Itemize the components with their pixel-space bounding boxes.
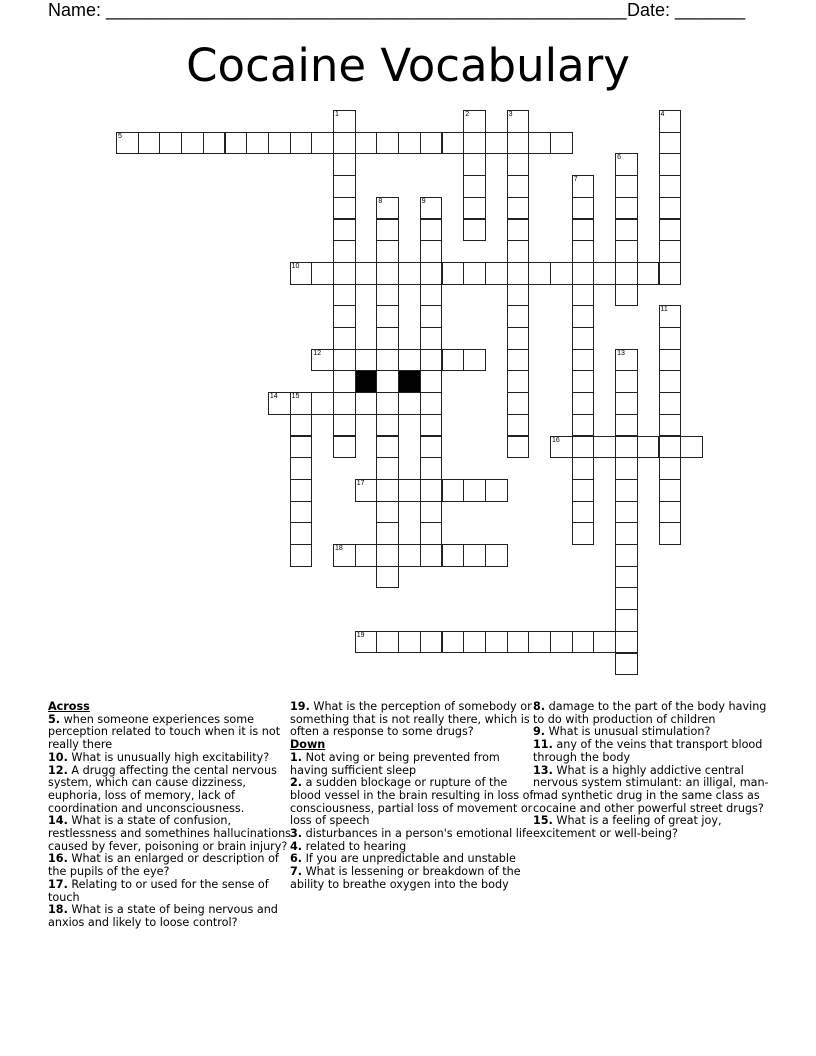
crossword-cell[interactable] <box>463 262 486 285</box>
crossword-cell[interactable] <box>290 522 313 545</box>
crossword-cell[interactable] <box>550 631 573 654</box>
crossword-cell[interactable] <box>659 175 682 198</box>
crossword-cell[interactable] <box>376 522 399 545</box>
crossword-cell[interactable] <box>333 349 356 372</box>
crossword-cell[interactable] <box>333 436 356 459</box>
across-clue <box>48 853 293 878</box>
crossword-cell[interactable] <box>507 284 530 307</box>
crossword-cell[interactable] <box>659 262 682 285</box>
crossword-cell[interactable] <box>615 197 638 220</box>
clues-column-2 <box>290 701 535 892</box>
down-clue <box>533 765 778 816</box>
clue-text: disturbances in a person's emotional life <box>305 827 533 841</box>
across-clue <box>48 815 293 853</box>
crossword-cell[interactable] <box>311 132 334 155</box>
crossword-cell[interactable] <box>507 219 530 242</box>
crossword-cell[interactable] <box>420 327 443 350</box>
cell-number: 10 <box>291 262 300 270</box>
crossword-cell[interactable] <box>572 414 595 437</box>
crossword-cell[interactable] <box>376 219 399 242</box>
crossword-cell[interactable] <box>420 392 443 415</box>
crossword-cell[interactable] <box>376 327 399 350</box>
crossword-cell[interactable] <box>507 262 530 285</box>
crossword-cell[interactable] <box>311 392 334 415</box>
crossword-cell[interactable] <box>420 414 443 437</box>
crossword-cell[interactable] <box>376 414 399 437</box>
clue-number: 1. <box>290 750 303 764</box>
crossword-cell[interactable] <box>290 436 313 459</box>
crossword-cell[interactable] <box>659 305 682 328</box>
crossword-cell[interactable] <box>659 414 682 437</box>
crossword-cell[interactable] <box>615 370 638 393</box>
crossword-cell[interactable] <box>398 349 421 372</box>
crossword-cell[interactable] <box>376 566 399 589</box>
clue-number: 7. <box>290 865 303 879</box>
crossword-cell[interactable] <box>355 631 378 654</box>
crossword-cell[interactable] <box>376 544 399 567</box>
clue-text: related to hearing <box>305 839 407 853</box>
cell-number: 9 <box>421 197 426 205</box>
crossword-cell[interactable] <box>311 262 334 285</box>
crossword-cell[interactable] <box>159 132 182 155</box>
crossword-cell[interactable] <box>528 631 551 654</box>
crossword-cell[interactable] <box>116 132 139 155</box>
crossword-cell[interactable] <box>376 349 399 372</box>
cell-number: 5 <box>118 132 122 140</box>
cell-number: 16 <box>552 436 560 444</box>
across-clue <box>48 714 293 752</box>
black-square <box>355 370 378 393</box>
crossword-cell[interactable] <box>615 414 638 437</box>
crossword-cell[interactable] <box>507 305 530 328</box>
clue-number: 10. <box>48 750 68 764</box>
crossword-cell[interactable] <box>398 479 421 502</box>
crossword-cell[interactable] <box>420 349 443 372</box>
crossword-cell[interactable] <box>376 262 399 285</box>
crossword-cell[interactable] <box>376 370 399 393</box>
crossword-cell[interactable] <box>138 132 161 155</box>
crossword-cell[interactable] <box>442 631 465 654</box>
down-clue <box>533 701 778 726</box>
cell-number: 2 <box>465 111 470 118</box>
crossword-cell[interactable] <box>376 457 399 480</box>
cell-number: 12 <box>313 349 322 357</box>
cell-number: 1 <box>335 111 339 118</box>
clue-number: 14. <box>48 814 68 828</box>
crossword-cell[interactable] <box>507 110 530 133</box>
across-clue <box>290 701 535 739</box>
crossword-cell[interactable] <box>333 414 356 437</box>
across-heading: Across <box>48 700 90 713</box>
crossword-cell[interactable] <box>593 436 616 459</box>
crossword-cell[interactable] <box>376 392 399 415</box>
crossword-cell[interactable] <box>615 566 638 589</box>
crossword-cell[interactable] <box>485 631 508 654</box>
crossword-cell[interactable] <box>659 457 682 480</box>
clues-column-1 <box>48 701 293 930</box>
clue-number: 5. <box>48 712 61 726</box>
clue-number: 2. <box>290 776 303 790</box>
crossword-cell[interactable] <box>290 479 313 502</box>
clue-text: a sudden blockage or rupture of the blood vessel in the brain resulting in loss of consciousness, partial loss of movement or loss of speech <box>290 776 534 828</box>
crossword-cell[interactable] <box>333 327 356 350</box>
across-clue <box>48 904 293 929</box>
clue-text: What is lessening or breakdown of the ability to breathe oxygen into the body <box>290 865 521 891</box>
crossword-cell[interactable] <box>615 262 638 285</box>
crossword-cell[interactable] <box>333 110 356 133</box>
crossword-cell[interactable] <box>507 436 530 459</box>
crossword-cell[interactable] <box>615 436 638 459</box>
crossword-cell[interactable] <box>355 392 378 415</box>
crossword-cell[interactable] <box>333 370 356 393</box>
crossword-cell[interactable] <box>290 132 313 155</box>
crossword-cell[interactable] <box>355 132 378 155</box>
crossword-cell[interactable] <box>376 631 399 654</box>
crossword-cell[interactable] <box>463 175 486 198</box>
crossword-cell[interactable] <box>442 349 465 372</box>
crossword-cell[interactable] <box>376 197 399 220</box>
down-clue <box>290 866 535 891</box>
crossword-cell[interactable] <box>355 349 378 372</box>
crossword-cell[interactable] <box>420 631 443 654</box>
crossword-cell[interactable] <box>203 132 226 155</box>
crossword-cell[interactable] <box>659 110 682 133</box>
crossword-cell[interactable] <box>420 262 443 285</box>
crossword-cell[interactable] <box>376 501 399 524</box>
crossword-cell[interactable] <box>507 132 530 155</box>
crossword-cell[interactable] <box>333 262 356 285</box>
cell-number: 3 <box>508 111 513 118</box>
clue-text: What is a highly addictive central nervous system stimulant: an illigal, man-mad synthetic drug in the same class as cocaine and other powerful street drugs? <box>533 763 769 815</box>
clue-text: What is a state of confusion, restlessness and somethines hallucinations caused by fever, poisoning or brain injury? <box>48 814 292 853</box>
crossword-cell[interactable] <box>376 240 399 263</box>
clue-number: 17. <box>48 877 68 891</box>
clue-number: 9. <box>533 725 546 739</box>
crossword-cell[interactable] <box>550 262 573 285</box>
crossword-cell[interactable] <box>290 501 313 524</box>
crossword-cell[interactable] <box>290 392 313 415</box>
clue-number: 3. <box>290 827 303 841</box>
crossword-cell[interactable] <box>615 544 638 567</box>
crossword-cell[interactable] <box>659 370 682 393</box>
crossword-cell[interactable] <box>420 501 443 524</box>
crossword-cell[interactable] <box>659 392 682 415</box>
crossword-cell[interactable] <box>572 219 595 242</box>
crossword-cell[interactable] <box>463 153 486 176</box>
crossword-cell[interactable] <box>572 240 595 263</box>
clue-number: 11. <box>533 738 553 752</box>
crossword-cell[interactable] <box>615 609 638 632</box>
clue-text: Not aving or being prevented from having sufficient sleep <box>290 750 500 777</box>
crossword-cell[interactable] <box>615 479 638 502</box>
crossword-cell[interactable] <box>355 479 378 502</box>
crossword-cell[interactable] <box>333 219 356 242</box>
crossword-cell[interactable] <box>355 544 378 567</box>
cell-number: 17 <box>356 479 365 487</box>
crossword-cell[interactable] <box>615 457 638 480</box>
crossword-cell[interactable] <box>659 349 682 372</box>
crossword-cell[interactable] <box>311 349 334 372</box>
crossword-cell[interactable] <box>376 436 399 459</box>
crossword-cell[interactable] <box>659 219 682 242</box>
crossword-cell[interactable] <box>398 631 421 654</box>
clue-text: What is unusually high excitability? <box>71 750 270 764</box>
crossword-cell[interactable] <box>507 370 530 393</box>
crossword-cell[interactable] <box>572 479 595 502</box>
crossword-cell[interactable] <box>637 436 660 459</box>
cell-number: 14 <box>269 393 278 401</box>
clue-text: What is a feeling of great joy, excitement or well-being? <box>533 814 722 841</box>
crossword-cell[interactable] <box>572 522 595 545</box>
crossword-cell[interactable] <box>333 153 356 176</box>
clue-number: 18. <box>48 903 68 917</box>
crossword-cell[interactable] <box>442 544 465 567</box>
clue-text: any of the veins that transport blood through the body <box>533 738 763 764</box>
crossword-cell[interactable] <box>572 175 595 198</box>
clues-column-3 <box>533 701 778 841</box>
cell-number: 8 <box>378 197 383 205</box>
crossword-cell[interactable] <box>615 349 638 372</box>
crossword-cell[interactable] <box>572 392 595 415</box>
crossword-cell[interactable] <box>659 327 682 350</box>
cell-number: 7 <box>573 176 578 184</box>
crossword-cell[interactable] <box>333 284 356 307</box>
crossword-cell[interactable] <box>507 414 530 437</box>
crossword-cell[interactable] <box>246 132 269 155</box>
crossword-cell[interactable] <box>420 219 443 242</box>
clue-number: 15. <box>533 814 553 828</box>
crossword-cell[interactable] <box>181 132 204 155</box>
crossword-cell[interactable] <box>572 436 595 459</box>
crossword-cell[interactable] <box>442 132 465 155</box>
crossword-cell[interactable] <box>333 132 356 155</box>
crossword-cell[interactable] <box>463 631 486 654</box>
crossword-cell[interactable] <box>290 457 313 480</box>
crossword-cell[interactable] <box>485 479 508 502</box>
clue-number: 6. <box>290 852 303 866</box>
crossword-cell[interactable] <box>615 501 638 524</box>
down-clue <box>290 752 535 777</box>
crossword-cell[interactable] <box>550 132 573 155</box>
crossword-cell[interactable] <box>333 305 356 328</box>
crossword-cell[interactable] <box>572 305 595 328</box>
cell-number: 13 <box>617 349 625 357</box>
crossword-cell[interactable] <box>615 240 638 263</box>
crossword-cell[interactable] <box>659 153 682 176</box>
crossword-cell[interactable] <box>659 436 682 459</box>
crossword-cell[interactable] <box>420 132 443 155</box>
crossword-cell[interactable] <box>398 544 421 567</box>
crossword-cell[interactable] <box>290 544 313 567</box>
clue-text: What is a state of being nervous and anxios and likely to loose control? <box>48 903 278 929</box>
crossword-cell[interactable] <box>659 240 682 263</box>
crossword-cell[interactable] <box>615 284 638 307</box>
clue-number: 8. <box>533 700 546 713</box>
crossword-cell[interactable] <box>420 544 443 567</box>
crossword-cell[interactable] <box>420 305 443 328</box>
crossword-cell[interactable] <box>507 631 530 654</box>
crossword-cell[interactable] <box>268 392 291 415</box>
crossword-cell[interactable] <box>659 522 682 545</box>
down-clue <box>533 739 778 764</box>
crossword-cell[interactable] <box>572 262 595 285</box>
crossword-cell[interactable] <box>615 587 638 610</box>
crossword-cell[interactable] <box>659 479 682 502</box>
crossword-cell[interactable] <box>680 436 703 459</box>
clue-number: 4. <box>290 839 303 853</box>
clue-text: What is the perception of somebody or something that is not really there, which is often a response to some drugs? <box>290 700 532 739</box>
crossword-cell[interactable] <box>572 501 595 524</box>
crossword-cell[interactable] <box>376 479 399 502</box>
crossword-cell[interactable] <box>507 392 530 415</box>
crossword-cell[interactable] <box>485 262 508 285</box>
crossword-cell[interactable] <box>333 544 356 567</box>
crossword-cell[interactable] <box>420 197 443 220</box>
crossword-cell[interactable] <box>333 197 356 220</box>
crossword-cell[interactable] <box>593 631 616 654</box>
crossword-cell[interactable] <box>333 175 356 198</box>
crossword-cell[interactable] <box>268 132 291 155</box>
clue-text: What is unusual stimulation? <box>548 725 711 739</box>
crossword-cell[interactable] <box>420 284 443 307</box>
crossword-cell[interactable] <box>420 240 443 263</box>
clue-number: 16. <box>48 852 68 866</box>
crossword-cell[interactable] <box>659 197 682 220</box>
across-clue <box>48 879 293 904</box>
crossword-cell[interactable] <box>463 219 486 242</box>
clue-text: What is an enlarged or description of the pupils of the eye? <box>48 852 279 879</box>
crossword-cell[interactable] <box>463 479 486 502</box>
crossword-cell[interactable] <box>398 392 421 415</box>
crossword-cell[interactable] <box>507 327 530 350</box>
crossword-cell[interactable] <box>572 197 595 220</box>
crossword-cell[interactable] <box>507 349 530 372</box>
cell-number: 11 <box>660 306 668 314</box>
crossword-cell[interactable] <box>485 132 508 155</box>
crossword-cell[interactable] <box>420 479 443 502</box>
cell-number: 15 <box>291 393 300 401</box>
clue-number: 12. <box>48 763 68 777</box>
cell-number: 4 <box>660 111 665 118</box>
clue-number: 19. <box>290 700 310 713</box>
across-clue <box>48 765 293 816</box>
crossword-cell[interactable] <box>442 262 465 285</box>
crossword-cell[interactable] <box>572 349 595 372</box>
crossword-cell[interactable] <box>463 110 486 133</box>
crossword-cell[interactable] <box>572 284 595 307</box>
crossword-cell[interactable] <box>225 132 248 155</box>
down-clue <box>533 815 778 840</box>
clue-number: 13. <box>533 763 553 777</box>
crossword-cell[interactable] <box>485 544 508 567</box>
crossword-cell[interactable] <box>659 132 682 155</box>
crossword-cell[interactable] <box>333 240 356 263</box>
clue-text: damage to the part of the body having to do with production of children <box>533 700 767 726</box>
clue-text: If you are unpredictable and unstable <box>305 852 516 866</box>
cell-number: 6 <box>617 154 621 162</box>
crossword-cell[interactable] <box>420 457 443 480</box>
crossword-cell[interactable] <box>615 653 638 676</box>
crossword-cell[interactable] <box>615 522 638 545</box>
crossword-cell[interactable] <box>528 262 551 285</box>
crossword-cell[interactable] <box>550 436 573 459</box>
crossword-cell[interactable] <box>463 197 486 220</box>
crossword-cell[interactable] <box>659 501 682 524</box>
crossword-cell[interactable] <box>572 457 595 480</box>
crossword-cell[interactable] <box>572 327 595 350</box>
crossword-cell[interactable] <box>593 262 616 285</box>
cell-number: 19 <box>356 631 365 639</box>
crossword-cell[interactable] <box>463 349 486 372</box>
crossword-cell[interactable] <box>637 262 660 285</box>
crossword-cell[interactable] <box>290 262 313 285</box>
page-title: Cocaine Vocabulary <box>186 39 630 92</box>
crossword-cell[interactable] <box>355 262 378 285</box>
down-clue <box>290 777 535 828</box>
crossword-cell[interactable] <box>442 479 465 502</box>
crossword-cell[interactable] <box>420 522 443 545</box>
cell-number: 18 <box>335 545 343 552</box>
date-field-label: Date: _______ <box>627 0 746 20</box>
crossword-cell[interactable] <box>528 132 551 155</box>
crossword-cell[interactable] <box>463 132 486 155</box>
crossword-cell[interactable] <box>398 132 421 155</box>
crossword-cell[interactable] <box>507 240 530 263</box>
crossword-cell[interactable] <box>615 175 638 198</box>
crossword-cell[interactable] <box>615 631 638 654</box>
crossword-cell[interactable] <box>376 284 399 307</box>
crossword-cell[interactable] <box>507 197 530 220</box>
clue-text: A drugg affecting the cental nervous system, which can cause dizziness, euphoria, loss of memory, lack of coordination and unconsciousness. <box>48 763 277 815</box>
crossword-cell[interactable] <box>398 262 421 285</box>
name-field-label: Name: ____________________________________________________ <box>48 0 627 20</box>
crossword-cell[interactable] <box>376 132 399 155</box>
crossword-cell[interactable] <box>420 370 443 393</box>
clue-text: Relating to or used for the sense of touch <box>48 877 269 904</box>
crossword-cell[interactable] <box>615 392 638 415</box>
crossword-cell[interactable] <box>572 631 595 654</box>
crossword-cell[interactable] <box>507 153 530 176</box>
crossword-cell[interactable] <box>333 392 356 415</box>
crossword-cell[interactable] <box>615 153 638 176</box>
crossword-cell[interactable] <box>572 370 595 393</box>
crossword-cell[interactable] <box>290 414 313 437</box>
clue-text: when someone experiences some perception related to touch when it is not really there <box>48 712 281 752</box>
crossword-cell[interactable] <box>463 544 486 567</box>
down-heading: Down <box>290 738 326 752</box>
crossword-cell[interactable] <box>507 175 530 198</box>
crossword-cell[interactable] <box>376 305 399 328</box>
black-square <box>398 370 421 393</box>
crossword-cell[interactable] <box>420 436 443 459</box>
crossword-cell[interactable] <box>615 219 638 242</box>
